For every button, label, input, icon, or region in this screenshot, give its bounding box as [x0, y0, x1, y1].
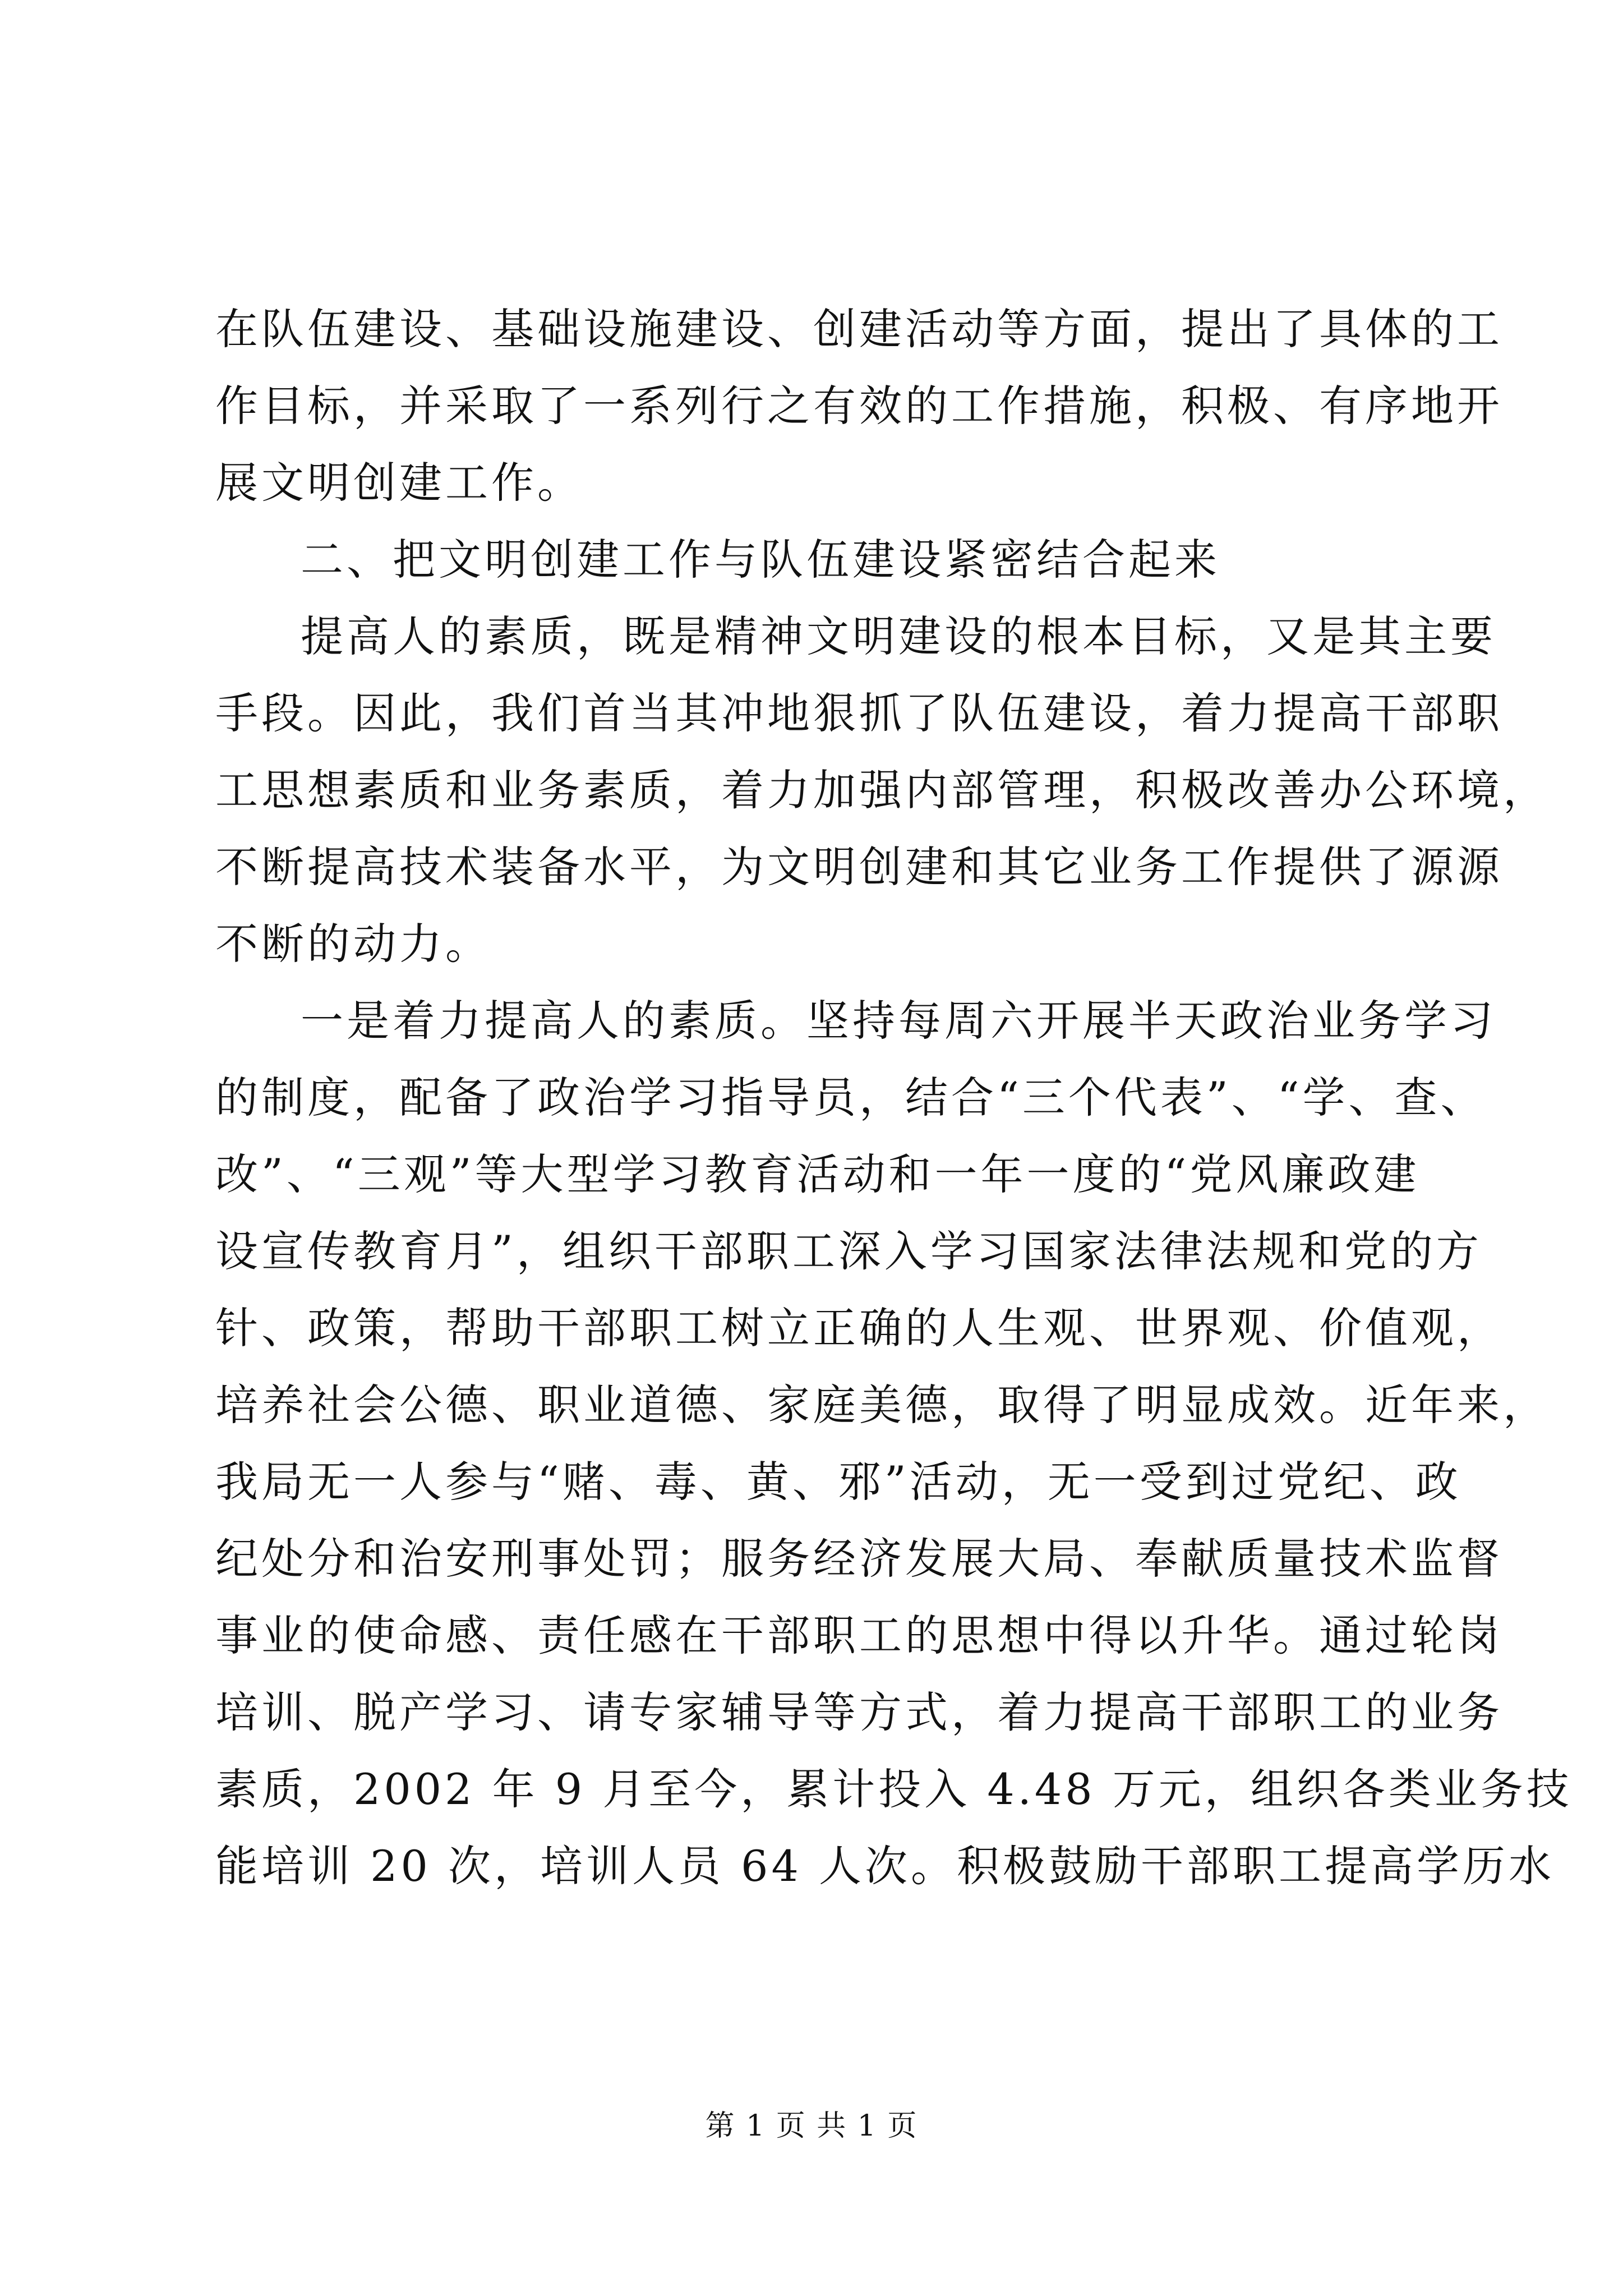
text-line: 不断的动力。: [215, 919, 491, 969]
text-line: 作目标，并采取了一系列行之有效的工作措施，积极、有序地开: [215, 381, 1503, 431]
section-heading: 二、把文明创建工作与队伍建设紧密结合起来: [301, 535, 1220, 585]
text-line: 在队伍建设、基础设施建设、创建活动等方面，提出了具体的工: [215, 304, 1503, 354]
text-line: 我局无一人参与“赌、毒、黄、邪”活动，无一受到过党纪、政: [215, 1457, 1461, 1507]
text-line: 针、政策，帮助干部职工树立正确的人生观、世界观、价值观，: [215, 1303, 1503, 1353]
text-line: 纪处分和治安刑事处罚；服务经济发展大局、奉献质量技术监督: [215, 1534, 1503, 1584]
text-line: 展文明创建工作。: [215, 458, 583, 508]
paragraph-start-line: 一是着力提高人的素质。坚持每周六开展半天政治业务学习: [301, 996, 1496, 1046]
text-line: 设宣传教育月”，组织干部职工深入学习国家法律法规和党的方: [215, 1226, 1482, 1276]
text-line: 事业的使命感、责任感在干部职工的思想中得以升华。通过轮岗: [215, 1611, 1503, 1660]
text-line: 手段。因此，我们首当其冲地狠抓了队伍建设，着力提高干部职: [215, 688, 1503, 738]
page-number-footer: 第 1 页 共 1 页: [705, 2109, 918, 2143]
text-line: 不断提高技术装备水平，为文明创建和其它业务工作提供了源源: [215, 842, 1503, 892]
text-line: 的制度，配备了政治学习指导员，结合“三个代表”、“学、查、: [215, 1073, 1487, 1122]
text-line: 培训、脱产学习、请专家辅导等方式，着力提高干部职工的业务: [215, 1687, 1503, 1737]
paragraph-start-line: 提高人的素质，既是精神文明建设的根本目标，又是其主要: [301, 611, 1496, 661]
text-line: 培养社会公德、职业道德、家庭美德，取得了明显成效。近年来，: [215, 1380, 1549, 1430]
body-text: [215, 291, 1573, 1904]
text-line: 工思想素质和业务素质，着力加强内部管理，积极改善办公环境，: [215, 765, 1549, 815]
text-line: 素质，2002 年 9 月至今，累计投入 4.48 万元，组织各类业务技: [215, 1764, 1573, 1814]
text-line: 改”、“三观”等大型学习教育活动和一年一度的“党风廉政建: [215, 1149, 1420, 1199]
text-line: 能培训 20 次，培训人员 64 人次。积极鼓励干部职工提高学历水: [215, 1841, 1555, 1891]
